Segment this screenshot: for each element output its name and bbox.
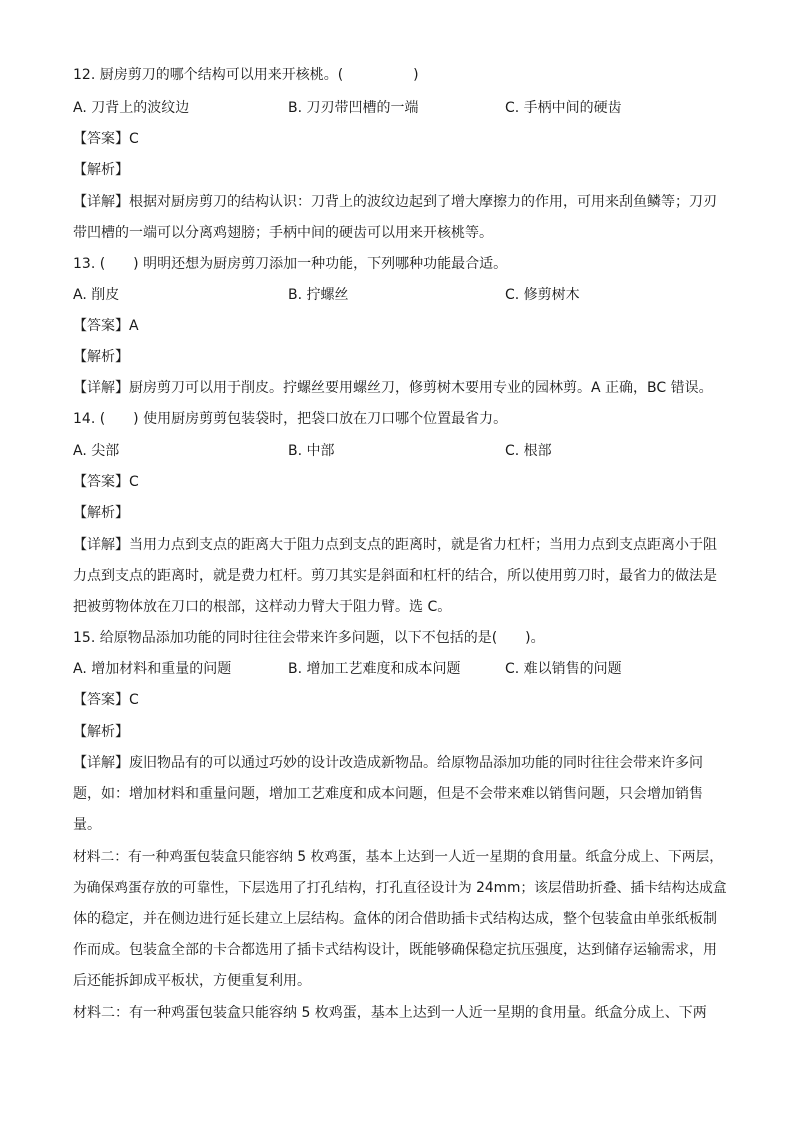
- material-1-line-1: 材料二：有一种鸡蛋包装盒只能容纳 5 枚鸡蛋，基本上达到一人近一星期的食用量。纸盒分成上、下两层，: [73, 849, 723, 865]
- q12-analysis-label: 【解析】: [73, 162, 129, 178]
- q14-answer: 【答案】C: [73, 474, 139, 490]
- q14-question: 14. ( ) 使用厨房剪剪包装袋时，把袋口放在刀口哪个位置最省力。: [73, 411, 508, 427]
- q14-option-c: C. 根部: [505, 443, 552, 459]
- q13-analysis-label: 【解析】: [73, 349, 129, 365]
- q15-answer: 【答案】C: [73, 692, 139, 708]
- q12-question: 12. 厨房剪刀的哪个结构可以用来开核桃。( ): [73, 67, 419, 83]
- q13-answer: 【答案】A: [73, 318, 139, 334]
- q12-option-c: C. 手柄中间的硬齿: [505, 100, 622, 116]
- material-1-line-2: 为确保鸡蛋存放的可靠性，下层选用了打孔结构，打孔直径设计为 24mm；该层借助折叠、插卡结构达成盒: [73, 880, 727, 896]
- material-1-line-3: 体的稳定，并在侧边进行延长建立上层结构。盒体的闭合借助插卡式结构达成，整个包装盒由单张纸板制: [73, 911, 717, 927]
- q14-option-b: B. 中部: [288, 443, 335, 459]
- q13-question: 13. ( ) 明明还想为厨房剪刀添加一种功能，下列哪种功能最合适。: [73, 256, 508, 272]
- q14-detail-line-2: 力点到支点的距离时，就是费力杠杆。剪刀其实是斜面和杠杆的结合，所以使用剪刀时，最省力的做法是: [73, 568, 717, 584]
- q15-option-c: C. 难以销售的问题: [505, 661, 622, 677]
- material-1-line-5: 后还能拆卸成平板状，方便重复利用。: [73, 973, 311, 989]
- q12-detail-line-1: 【详解】根据对厨房剪刀的结构认识：刀背上的波纹边起到了增大摩擦力的作用，可用来刮鱼鳞等；刀刃: [73, 194, 717, 210]
- q12-option-a: A. 刀背上的波纹边: [73, 100, 190, 116]
- q15-question: 15. 给原物品添加功能的同时往往会带来许多问题，以下不包括的是( )。: [73, 630, 545, 646]
- q13-detail-line-1: 【详解】厨房剪刀可以用于削皮。拧螺丝要用螺丝刀，修剪树木要用专业的园林剪。A 正确，BC 错误。: [73, 380, 713, 396]
- q15-option-b: B. 增加工艺难度和成本问题: [288, 661, 461, 677]
- q14-option-a: A. 尖部: [73, 443, 120, 459]
- q15-analysis-label: 【解析】: [73, 724, 129, 740]
- q14-analysis-label: 【解析】: [73, 505, 129, 521]
- material-2-line-1: 材料二：有一种鸡蛋包装盒只能容纳 5 枚鸡蛋，基本上达到一人近一星期的食用量。纸盒分成上、下两: [73, 1005, 707, 1021]
- q13-option-a: A. 削皮: [73, 287, 120, 303]
- q12-answer: 【答案】C: [73, 131, 139, 147]
- q13-option-b: B. 拧螺丝: [288, 287, 349, 303]
- q15-option-a: A. 增加材料和重量的问题: [73, 661, 232, 677]
- q14-detail-line-1: 【详解】当用力点到支点的距离大于阻力点到支点的距离时，就是省力杠杆；当用力点到支点距离小于阻: [73, 537, 717, 553]
- material-1-line-4: 作而成。包装盒全部的卡合都选用了插卡式结构设计，既能够确保稳定抗压强度，达到储存运输需求，用: [73, 942, 717, 958]
- q15-detail-line-2: 题，如：增加材料和重量问题，增加工艺难度和成本问题，但是不会带来难以销售问题，只会增加销售: [73, 786, 703, 802]
- q12-option-b: B. 刀刃带凹槽的一端: [288, 100, 419, 116]
- q15-detail-line-3: 量。: [73, 817, 101, 833]
- q14-detail-line-3: 把被剪物体放在刀口的根部，这样动力臂大于阻力臂。选 C。: [73, 599, 452, 615]
- q12-detail-line-2: 带凹槽的一端可以分离鸡翅膀；手柄中间的硬齿可以用来开核桃等。: [73, 225, 493, 241]
- q13-option-c: C. 修剪树木: [505, 287, 580, 303]
- q15-detail-line-1: 【详解】废旧物品有的可以通过巧妙的设计改造成新物品。给原物品添加功能的同时往往会带来许多问: [73, 755, 703, 771]
